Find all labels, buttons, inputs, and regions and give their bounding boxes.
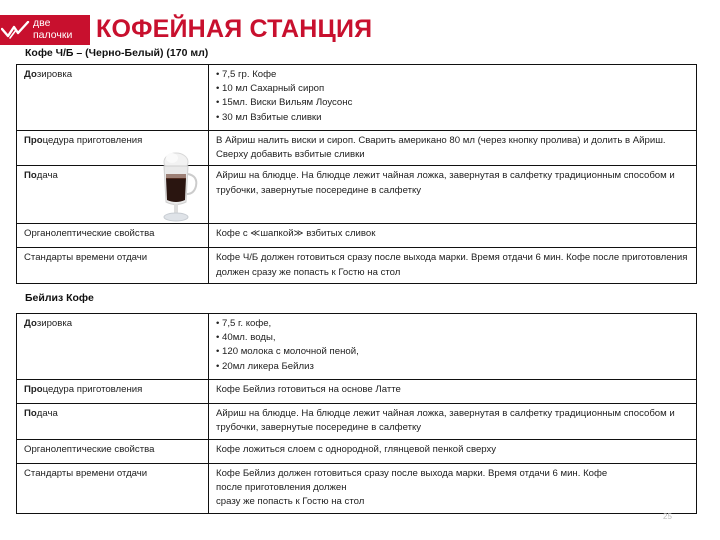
table-row-procedure xyxy=(17,131,697,166)
row-label: Органолептические свойства xyxy=(17,440,209,464)
page-title: КОФЕЙНАЯ СТАНЦИЯ xyxy=(96,15,373,43)
row-label: Процедура приготовления xyxy=(17,380,209,404)
row-label: Подача xyxy=(17,404,209,440)
row-label: Процедура приготовления xyxy=(17,131,209,166)
two-sticks-logo-icon xyxy=(1,21,31,41)
table-row-organoleptic xyxy=(17,440,697,464)
table-row-time-standards xyxy=(17,248,697,284)
row-value xyxy=(209,314,697,380)
row-label: Стандарты времени отдачи xyxy=(17,248,209,284)
table-row-procedure xyxy=(17,380,697,404)
dosage-item: • 20мл ликера Бейлиз xyxy=(216,360,690,374)
spec-table-baileys-coffee xyxy=(16,313,697,514)
brand-logo xyxy=(0,15,90,45)
logo-text: две палочки xyxy=(33,17,73,41)
row-value: Кофе Бейлиз должен готовиться сразу после выхода марки. Время отдачи 6 мин. Кофе после приготовления должен сразу же попасть к Гостю на стол xyxy=(209,464,697,514)
irish-coffee-glass-image xyxy=(158,152,208,227)
row-value: В Айриш налить виски и сироп. Сварить американо 80 мл (через кнопку пролива) и долить в Айриш. Сверху добавить взбитые сливки xyxy=(209,131,697,166)
row-value xyxy=(209,65,697,131)
row-value: Айриш на блюдце. На блюдце лежит чайная ложка, завернутая в салфетку традиционным способом и трубочки, завернутые посередине в салфетку xyxy=(209,404,697,440)
section-title-baileys-coffee: Бейлиз Кофе xyxy=(25,292,94,304)
page-number: 25 xyxy=(663,512,672,521)
row-value: Кофе с ≪шапкой≫ взбитых сливок xyxy=(209,224,697,248)
dosage-item: • 40мл. воды, xyxy=(216,331,690,345)
dosage-item: • 7,5 г. кофе, xyxy=(216,317,690,331)
table-row-organoleptic xyxy=(17,224,697,248)
spec-table-bw-coffee xyxy=(16,64,697,284)
row-label: Стандарты времени отдачи xyxy=(17,464,209,514)
row-value: Кофе ложиться слоем с однородной, глянцевой пенкой сверху xyxy=(209,440,697,464)
dosage-item: • 10 мл Сахарный сироп xyxy=(216,82,690,96)
row-label: Органолептические свойства xyxy=(17,224,209,248)
row-value: Кофе Бейлиз готовиться на основе Латте xyxy=(209,380,697,404)
table-row-serving xyxy=(17,166,697,224)
table-row-dosage xyxy=(17,314,697,380)
row-value: Кофе Ч/Б должен готовиться сразу после выхода марки. Время отдачи 6 мин. Кофе после приготовления должен сразу же попасть к Гостю на стол xyxy=(209,248,697,284)
table-row-dosage xyxy=(17,65,697,131)
dosage-item: • 120 молока с молочной пеной, xyxy=(216,345,690,359)
dosage-item: • 30 мл Взбитые сливки xyxy=(216,111,690,125)
row-label: Подача xyxy=(17,166,209,224)
section-title-bw-coffee: Кофе Ч/Б – (Черно-Белый) (170 мл) xyxy=(25,47,209,59)
dosage-item: • 15мл. Виски Вильям Лоусонс xyxy=(216,96,690,110)
row-label: Дозировка xyxy=(17,65,209,131)
row-label: Дозировка xyxy=(17,314,209,380)
table-row-time-standards xyxy=(17,464,697,514)
row-value: Айриш на блюдце. На блюдце лежит чайная ложка, завернутая в салфетку традиционным способом и трубочки, завернутые посередине в салфетку xyxy=(209,166,697,224)
table-row-serving xyxy=(17,404,697,440)
dosage-item: • 7,5 гр. Кофе xyxy=(216,68,690,82)
